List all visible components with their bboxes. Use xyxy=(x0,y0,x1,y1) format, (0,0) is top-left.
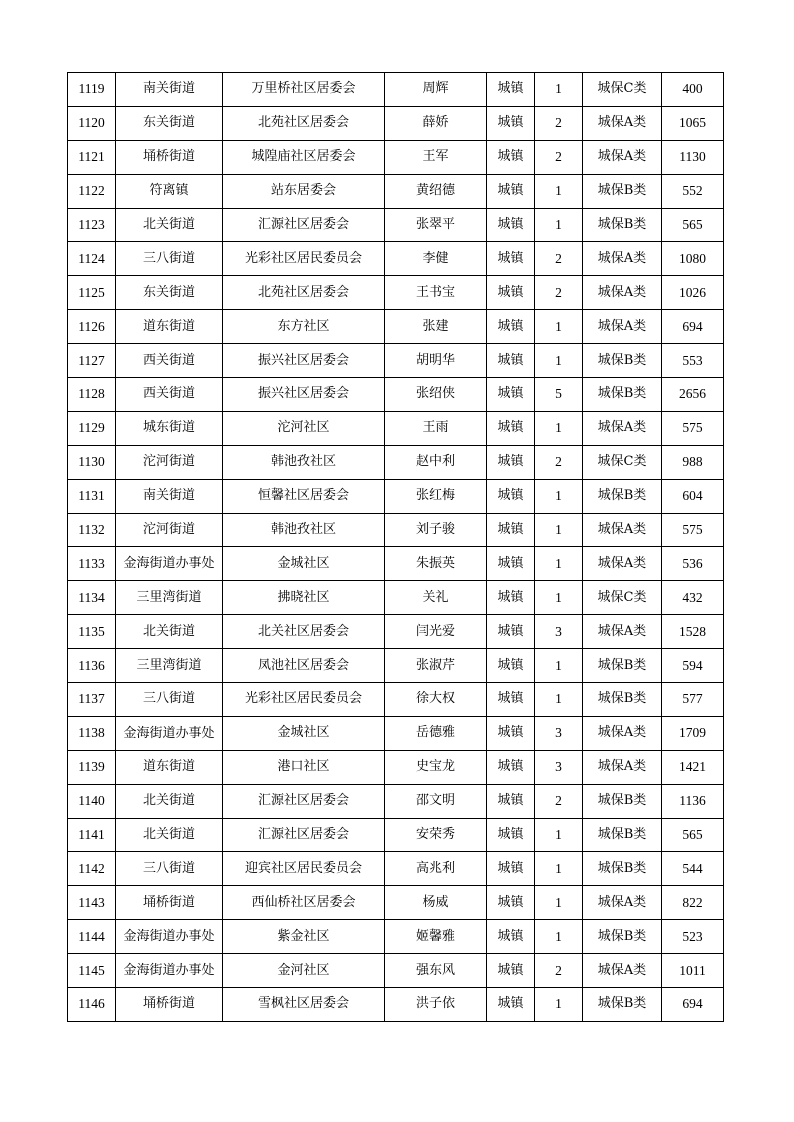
cell-name: 刘子骏 xyxy=(385,513,487,547)
table-row xyxy=(68,411,724,445)
cell-row-number: 1135 xyxy=(68,615,116,649)
cell-street-office: 三八街道 xyxy=(116,852,223,886)
table-row xyxy=(68,276,724,310)
table-row xyxy=(68,310,724,344)
cell-area-type: 城镇 xyxy=(487,818,535,852)
cell-area-type: 城镇 xyxy=(487,106,535,140)
cell-name: 李健 xyxy=(385,242,487,276)
table-row xyxy=(68,242,724,276)
cell-amount: 2656 xyxy=(662,378,724,412)
cell-insurance-category: 城保B类 xyxy=(583,479,662,513)
cell-row-number: 1139 xyxy=(68,750,116,784)
cell-area-type: 城镇 xyxy=(487,208,535,242)
cell-name: 王书宝 xyxy=(385,276,487,310)
cell-area-type: 城镇 xyxy=(487,547,535,581)
cell-amount: 565 xyxy=(662,818,724,852)
cell-street-office: 南关街道 xyxy=(116,73,223,107)
cell-insurance-category: 城保A类 xyxy=(583,547,662,581)
table-row xyxy=(68,378,724,412)
table-row xyxy=(68,954,724,988)
cell-area-type: 城镇 xyxy=(487,378,535,412)
cell-street-office: 西关街道 xyxy=(116,344,223,378)
page-content xyxy=(67,72,723,1022)
cell-household-count: 3 xyxy=(535,615,583,649)
cell-street-office: 金海街道办事处 xyxy=(116,716,223,750)
cell-household-count: 1 xyxy=(535,886,583,920)
cell-row-number: 1120 xyxy=(68,106,116,140)
cell-amount: 536 xyxy=(662,547,724,581)
cell-row-number: 1132 xyxy=(68,513,116,547)
cell-insurance-category: 城保B类 xyxy=(583,988,662,1022)
cell-insurance-category: 城保A类 xyxy=(583,276,662,310)
cell-amount: 1011 xyxy=(662,954,724,988)
cell-row-number: 1146 xyxy=(68,988,116,1022)
cell-insurance-category: 城保A类 xyxy=(583,242,662,276)
table-row xyxy=(68,73,724,107)
cell-insurance-category: 城保A类 xyxy=(583,106,662,140)
table-row xyxy=(68,615,724,649)
cell-community: 雪枫社区居委会 xyxy=(223,988,385,1022)
table-row xyxy=(68,513,724,547)
cell-community: 东方社区 xyxy=(223,310,385,344)
cell-community: 汇源社区居委会 xyxy=(223,208,385,242)
cell-name: 张建 xyxy=(385,310,487,344)
cell-row-number: 1143 xyxy=(68,886,116,920)
cell-area-type: 城镇 xyxy=(487,242,535,276)
cell-street-office: 道东街道 xyxy=(116,750,223,784)
cell-area-type: 城镇 xyxy=(487,852,535,886)
cell-insurance-category: 城保A类 xyxy=(583,411,662,445)
cell-household-count: 1 xyxy=(535,73,583,107)
cell-row-number: 1122 xyxy=(68,174,116,208)
cell-community: 韩池孜社区 xyxy=(223,445,385,479)
cell-area-type: 城镇 xyxy=(487,411,535,445)
cell-community: 万里桥社区居委会 xyxy=(223,73,385,107)
cell-area-type: 城镇 xyxy=(487,683,535,717)
cell-insurance-category: 城保A类 xyxy=(583,140,662,174)
cell-household-count: 1 xyxy=(535,581,583,615)
cell-street-office: 三八街道 xyxy=(116,683,223,717)
table-row xyxy=(68,547,724,581)
cell-household-count: 5 xyxy=(535,378,583,412)
cell-amount: 575 xyxy=(662,513,724,547)
cell-name: 赵中利 xyxy=(385,445,487,479)
cell-community: 城隍庙社区居委会 xyxy=(223,140,385,174)
cell-row-number: 1136 xyxy=(68,649,116,683)
cell-name: 姬馨雅 xyxy=(385,920,487,954)
cell-amount: 565 xyxy=(662,208,724,242)
cell-insurance-category: 城保A类 xyxy=(583,615,662,649)
cell-row-number: 1128 xyxy=(68,378,116,412)
cell-street-office: 东关街道 xyxy=(116,106,223,140)
cell-household-count: 1 xyxy=(535,344,583,378)
cell-row-number: 1130 xyxy=(68,445,116,479)
cell-amount: 1421 xyxy=(662,750,724,784)
cell-street-office: 金海街道办事处 xyxy=(116,920,223,954)
cell-row-number: 1126 xyxy=(68,310,116,344)
table-row xyxy=(68,208,724,242)
cell-community: 西仙桥社区居委会 xyxy=(223,886,385,920)
cell-insurance-category: 城保A类 xyxy=(583,954,662,988)
cell-household-count: 1 xyxy=(535,988,583,1022)
cell-name: 岳德雅 xyxy=(385,716,487,750)
cell-community: 北关社区居委会 xyxy=(223,615,385,649)
cell-name: 张翠平 xyxy=(385,208,487,242)
cell-amount: 694 xyxy=(662,310,724,344)
table-row xyxy=(68,344,724,378)
cell-street-office: 城东街道 xyxy=(116,411,223,445)
data-table xyxy=(67,72,724,1022)
cell-area-type: 城镇 xyxy=(487,310,535,344)
cell-row-number: 1142 xyxy=(68,852,116,886)
cell-community: 金城社区 xyxy=(223,547,385,581)
cell-name: 黄绍德 xyxy=(385,174,487,208)
cell-row-number: 1145 xyxy=(68,954,116,988)
cell-row-number: 1137 xyxy=(68,683,116,717)
cell-household-count: 1 xyxy=(535,479,583,513)
cell-area-type: 城镇 xyxy=(487,479,535,513)
cell-name: 王军 xyxy=(385,140,487,174)
cell-row-number: 1131 xyxy=(68,479,116,513)
cell-insurance-category: 城保B类 xyxy=(583,208,662,242)
table-row xyxy=(68,886,724,920)
cell-insurance-category: 城保B类 xyxy=(583,784,662,818)
table-row xyxy=(68,683,724,717)
cell-community: 金城社区 xyxy=(223,716,385,750)
cell-name: 高兆利 xyxy=(385,852,487,886)
cell-row-number: 1119 xyxy=(68,73,116,107)
cell-household-count: 1 xyxy=(535,649,583,683)
cell-amount: 1130 xyxy=(662,140,724,174)
cell-street-office: 北关街道 xyxy=(116,615,223,649)
cell-row-number: 1144 xyxy=(68,920,116,954)
cell-row-number: 1127 xyxy=(68,344,116,378)
cell-community: 迎宾社区居民委员会 xyxy=(223,852,385,886)
cell-name: 张绍侠 xyxy=(385,378,487,412)
cell-household-count: 1 xyxy=(535,174,583,208)
cell-street-office: 沱河街道 xyxy=(116,445,223,479)
cell-street-office: 三八街道 xyxy=(116,242,223,276)
table-row xyxy=(68,445,724,479)
cell-insurance-category: 城保B类 xyxy=(583,344,662,378)
cell-street-office: 道东街道 xyxy=(116,310,223,344)
cell-area-type: 城镇 xyxy=(487,445,535,479)
table-row xyxy=(68,818,724,852)
cell-row-number: 1138 xyxy=(68,716,116,750)
cell-area-type: 城镇 xyxy=(487,513,535,547)
cell-name: 安荣秀 xyxy=(385,818,487,852)
cell-row-number: 1133 xyxy=(68,547,116,581)
cell-area-type: 城镇 xyxy=(487,615,535,649)
cell-household-count: 1 xyxy=(535,547,583,581)
cell-area-type: 城镇 xyxy=(487,140,535,174)
cell-name: 朱振英 xyxy=(385,547,487,581)
cell-row-number: 1134 xyxy=(68,581,116,615)
cell-area-type: 城镇 xyxy=(487,886,535,920)
cell-street-office: 符离镇 xyxy=(116,174,223,208)
cell-name: 强东风 xyxy=(385,954,487,988)
cell-area-type: 城镇 xyxy=(487,581,535,615)
cell-street-office: 西关街道 xyxy=(116,378,223,412)
cell-community: 北苑社区居委会 xyxy=(223,276,385,310)
cell-community: 站东居委会 xyxy=(223,174,385,208)
cell-area-type: 城镇 xyxy=(487,73,535,107)
cell-area-type: 城镇 xyxy=(487,784,535,818)
cell-household-count: 1 xyxy=(535,683,583,717)
cell-name: 杨威 xyxy=(385,886,487,920)
cell-amount: 1080 xyxy=(662,242,724,276)
cell-household-count: 2 xyxy=(535,140,583,174)
cell-amount: 553 xyxy=(662,344,724,378)
cell-household-count: 3 xyxy=(535,750,583,784)
cell-row-number: 1141 xyxy=(68,818,116,852)
cell-area-type: 城镇 xyxy=(487,988,535,1022)
cell-street-office: 埇桥街道 xyxy=(116,988,223,1022)
table-body xyxy=(68,73,724,1022)
table-row xyxy=(68,581,724,615)
cell-household-count: 2 xyxy=(535,276,583,310)
table-row xyxy=(68,784,724,818)
cell-amount: 577 xyxy=(662,683,724,717)
cell-amount: 544 xyxy=(662,852,724,886)
table-row xyxy=(68,750,724,784)
cell-insurance-category: 城保A类 xyxy=(583,750,662,784)
cell-name: 关礼 xyxy=(385,581,487,615)
cell-amount: 1528 xyxy=(662,615,724,649)
cell-area-type: 城镇 xyxy=(487,649,535,683)
cell-name: 王雨 xyxy=(385,411,487,445)
cell-street-office: 东关街道 xyxy=(116,276,223,310)
cell-household-count: 1 xyxy=(535,920,583,954)
table-row xyxy=(68,649,724,683)
cell-amount: 594 xyxy=(662,649,724,683)
cell-amount: 523 xyxy=(662,920,724,954)
cell-insurance-category: 城保A类 xyxy=(583,886,662,920)
cell-street-office: 沱河街道 xyxy=(116,513,223,547)
cell-insurance-category: 城保B类 xyxy=(583,818,662,852)
cell-community: 振兴社区居委会 xyxy=(223,378,385,412)
table-row xyxy=(68,479,724,513)
table-row xyxy=(68,174,724,208)
cell-area-type: 城镇 xyxy=(487,174,535,208)
cell-household-count: 1 xyxy=(535,818,583,852)
cell-insurance-category: 城保B类 xyxy=(583,174,662,208)
cell-name: 胡明华 xyxy=(385,344,487,378)
cell-amount: 604 xyxy=(662,479,724,513)
cell-insurance-category: 城保A类 xyxy=(583,716,662,750)
cell-community: 韩池孜社区 xyxy=(223,513,385,547)
cell-insurance-category: 城保A类 xyxy=(583,513,662,547)
table-row xyxy=(68,716,724,750)
cell-community: 金河社区 xyxy=(223,954,385,988)
cell-household-count: 1 xyxy=(535,411,583,445)
table-row xyxy=(68,140,724,174)
cell-name: 徐大权 xyxy=(385,683,487,717)
cell-community: 汇源社区居委会 xyxy=(223,818,385,852)
cell-amount: 1026 xyxy=(662,276,724,310)
cell-name: 史宝龙 xyxy=(385,750,487,784)
cell-name: 张红梅 xyxy=(385,479,487,513)
cell-community: 紫金社区 xyxy=(223,920,385,954)
cell-amount: 822 xyxy=(662,886,724,920)
cell-row-number: 1124 xyxy=(68,242,116,276)
cell-name: 周辉 xyxy=(385,73,487,107)
cell-street-office: 埇桥街道 xyxy=(116,140,223,174)
cell-household-count: 2 xyxy=(535,445,583,479)
cell-insurance-category: 城保C类 xyxy=(583,581,662,615)
cell-amount: 432 xyxy=(662,581,724,615)
cell-amount: 694 xyxy=(662,988,724,1022)
cell-street-office: 北关街道 xyxy=(116,208,223,242)
cell-street-office: 金海街道办事处 xyxy=(116,954,223,988)
cell-amount: 1065 xyxy=(662,106,724,140)
cell-community: 港口社区 xyxy=(223,750,385,784)
cell-insurance-category: 城保B类 xyxy=(583,920,662,954)
cell-street-office: 北关街道 xyxy=(116,818,223,852)
cell-street-office: 北关街道 xyxy=(116,784,223,818)
cell-household-count: 2 xyxy=(535,242,583,276)
cell-household-count: 1 xyxy=(535,208,583,242)
cell-insurance-category: 城保B类 xyxy=(583,649,662,683)
cell-community: 沱河社区 xyxy=(223,411,385,445)
cell-name: 邵文明 xyxy=(385,784,487,818)
cell-community: 光彩社区居民委员会 xyxy=(223,683,385,717)
cell-name: 闫光爱 xyxy=(385,615,487,649)
cell-community: 汇源社区居委会 xyxy=(223,784,385,818)
cell-household-count: 2 xyxy=(535,954,583,988)
cell-insurance-category: 城保B类 xyxy=(583,683,662,717)
cell-community: 光彩社区居民委员会 xyxy=(223,242,385,276)
cell-insurance-category: 城保A类 xyxy=(583,310,662,344)
cell-row-number: 1125 xyxy=(68,276,116,310)
cell-household-count: 3 xyxy=(535,716,583,750)
cell-household-count: 2 xyxy=(535,106,583,140)
cell-community: 北苑社区居委会 xyxy=(223,106,385,140)
table-row xyxy=(68,852,724,886)
cell-area-type: 城镇 xyxy=(487,954,535,988)
cell-household-count: 1 xyxy=(535,513,583,547)
cell-name: 洪子依 xyxy=(385,988,487,1022)
cell-area-type: 城镇 xyxy=(487,920,535,954)
cell-row-number: 1129 xyxy=(68,411,116,445)
cell-amount: 1136 xyxy=(662,784,724,818)
cell-insurance-category: 城保C类 xyxy=(583,73,662,107)
cell-amount: 400 xyxy=(662,73,724,107)
cell-area-type: 城镇 xyxy=(487,276,535,310)
cell-community: 凤池社区居委会 xyxy=(223,649,385,683)
cell-street-office: 金海街道办事处 xyxy=(116,547,223,581)
cell-area-type: 城镇 xyxy=(487,344,535,378)
cell-street-office: 埇桥街道 xyxy=(116,886,223,920)
cell-insurance-category: 城保C类 xyxy=(583,445,662,479)
cell-street-office: 三里湾街道 xyxy=(116,649,223,683)
cell-name: 张淑芹 xyxy=(385,649,487,683)
cell-area-type: 城镇 xyxy=(487,716,535,750)
cell-name: 薛娇 xyxy=(385,106,487,140)
cell-household-count: 1 xyxy=(535,852,583,886)
cell-row-number: 1140 xyxy=(68,784,116,818)
table-row xyxy=(68,920,724,954)
cell-area-type: 城镇 xyxy=(487,750,535,784)
table-row xyxy=(68,106,724,140)
cell-row-number: 1121 xyxy=(68,140,116,174)
cell-row-number: 1123 xyxy=(68,208,116,242)
table-row xyxy=(68,988,724,1022)
cell-amount: 575 xyxy=(662,411,724,445)
cell-amount: 988 xyxy=(662,445,724,479)
cell-amount: 1709 xyxy=(662,716,724,750)
cell-insurance-category: 城保B类 xyxy=(583,852,662,886)
cell-community: 振兴社区居委会 xyxy=(223,344,385,378)
cell-street-office: 南关街道 xyxy=(116,479,223,513)
cell-household-count: 1 xyxy=(535,310,583,344)
cell-community: 拂晓社区 xyxy=(223,581,385,615)
cell-street-office: 三里湾街道 xyxy=(116,581,223,615)
cell-community: 恒馨社区居委会 xyxy=(223,479,385,513)
cell-insurance-category: 城保B类 xyxy=(583,378,662,412)
cell-amount: 552 xyxy=(662,174,724,208)
cell-household-count: 2 xyxy=(535,784,583,818)
